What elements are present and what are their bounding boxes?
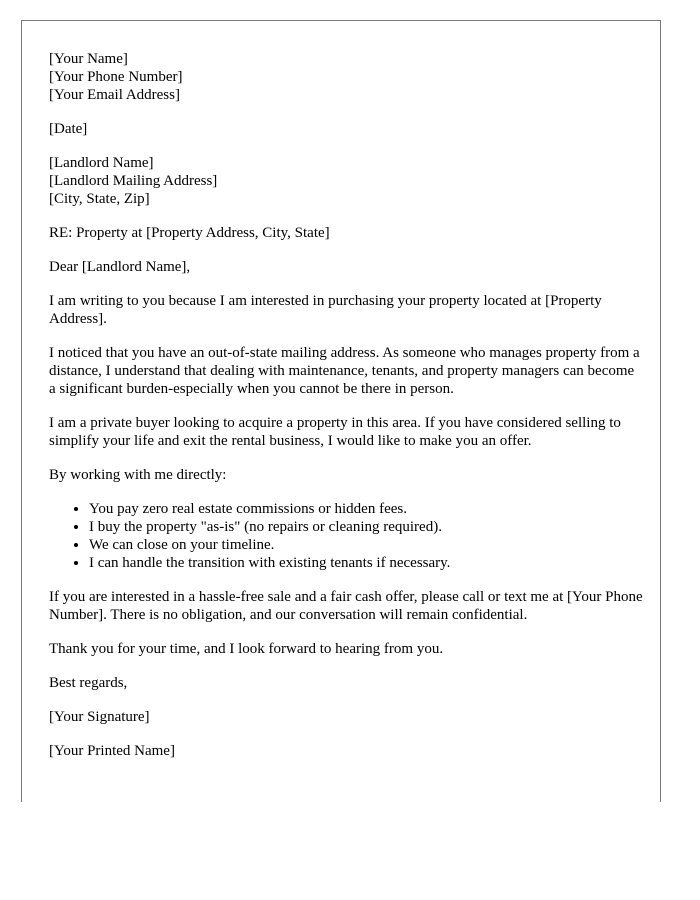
sender-phone: [Your Phone Number] [49, 69, 183, 85]
recipient-block [49, 154, 644, 208]
date-block [49, 120, 644, 138]
sender-name: [Your Name] [49, 51, 128, 67]
letter-body [49, 50, 644, 776]
signature-placeholder: [Your Signature] [49, 709, 150, 725]
benefit-item: • I buy the property "as-is" (no repairs or cleaning required). [89, 518, 644, 536]
printed-name-placeholder: [Your Printed Name] [49, 743, 175, 759]
offer-paragraph: I am a private buyer looking to acquire a property in this area. If you have considered selling to simplify your life and exit the rental business, I would like to make you an offer. [49, 415, 621, 449]
benefit-item: • I can handle the transition with existing tenants if necessary. [89, 554, 644, 572]
recipient-name: [Landlord Name] [49, 155, 154, 171]
letter-page [21, 20, 661, 802]
call-to-action-paragraph: If you are interested in a hassle-free sale and a fair cash offer, please call or text me at [Your Phone Number]. There is no obligation, and our conversation will remain confidential. [49, 589, 643, 623]
sender-block [49, 50, 644, 104]
recipient-address: [Landlord Mailing Address] [49, 173, 218, 189]
benefits-lead: By working with me directly: [49, 467, 227, 483]
sender-email: [Your Email Address] [49, 87, 180, 103]
benefit-item: • You pay zero real estate commissions or hidden fees. [89, 500, 644, 518]
benefits-list [49, 500, 644, 572]
letter-date: [Date] [49, 121, 88, 137]
benefit-item: • We can close on your timeline. [89, 536, 644, 554]
recipient-city-state-zip: [City, State, Zip] [49, 191, 150, 207]
subject-line: RE: Property at [Property Address, City, State] [49, 225, 330, 241]
intro-paragraph: I am writing to you because I am interested in purchasing your property located at [Property Address]. [49, 293, 602, 327]
thanks-paragraph: Thank you for your time, and I look forward to hearing from you. [49, 641, 444, 657]
sign-off: Best regards, [49, 675, 128, 691]
salutation: Dear [Landlord Name], [49, 259, 191, 275]
context-paragraph: I noticed that you have an out-of-state mailing address. As someone who manages property from a distance, I understand that dealing with maintenance, tenants, and property managers can become a significant burden-especially when you cannot be there in person. [49, 345, 640, 397]
